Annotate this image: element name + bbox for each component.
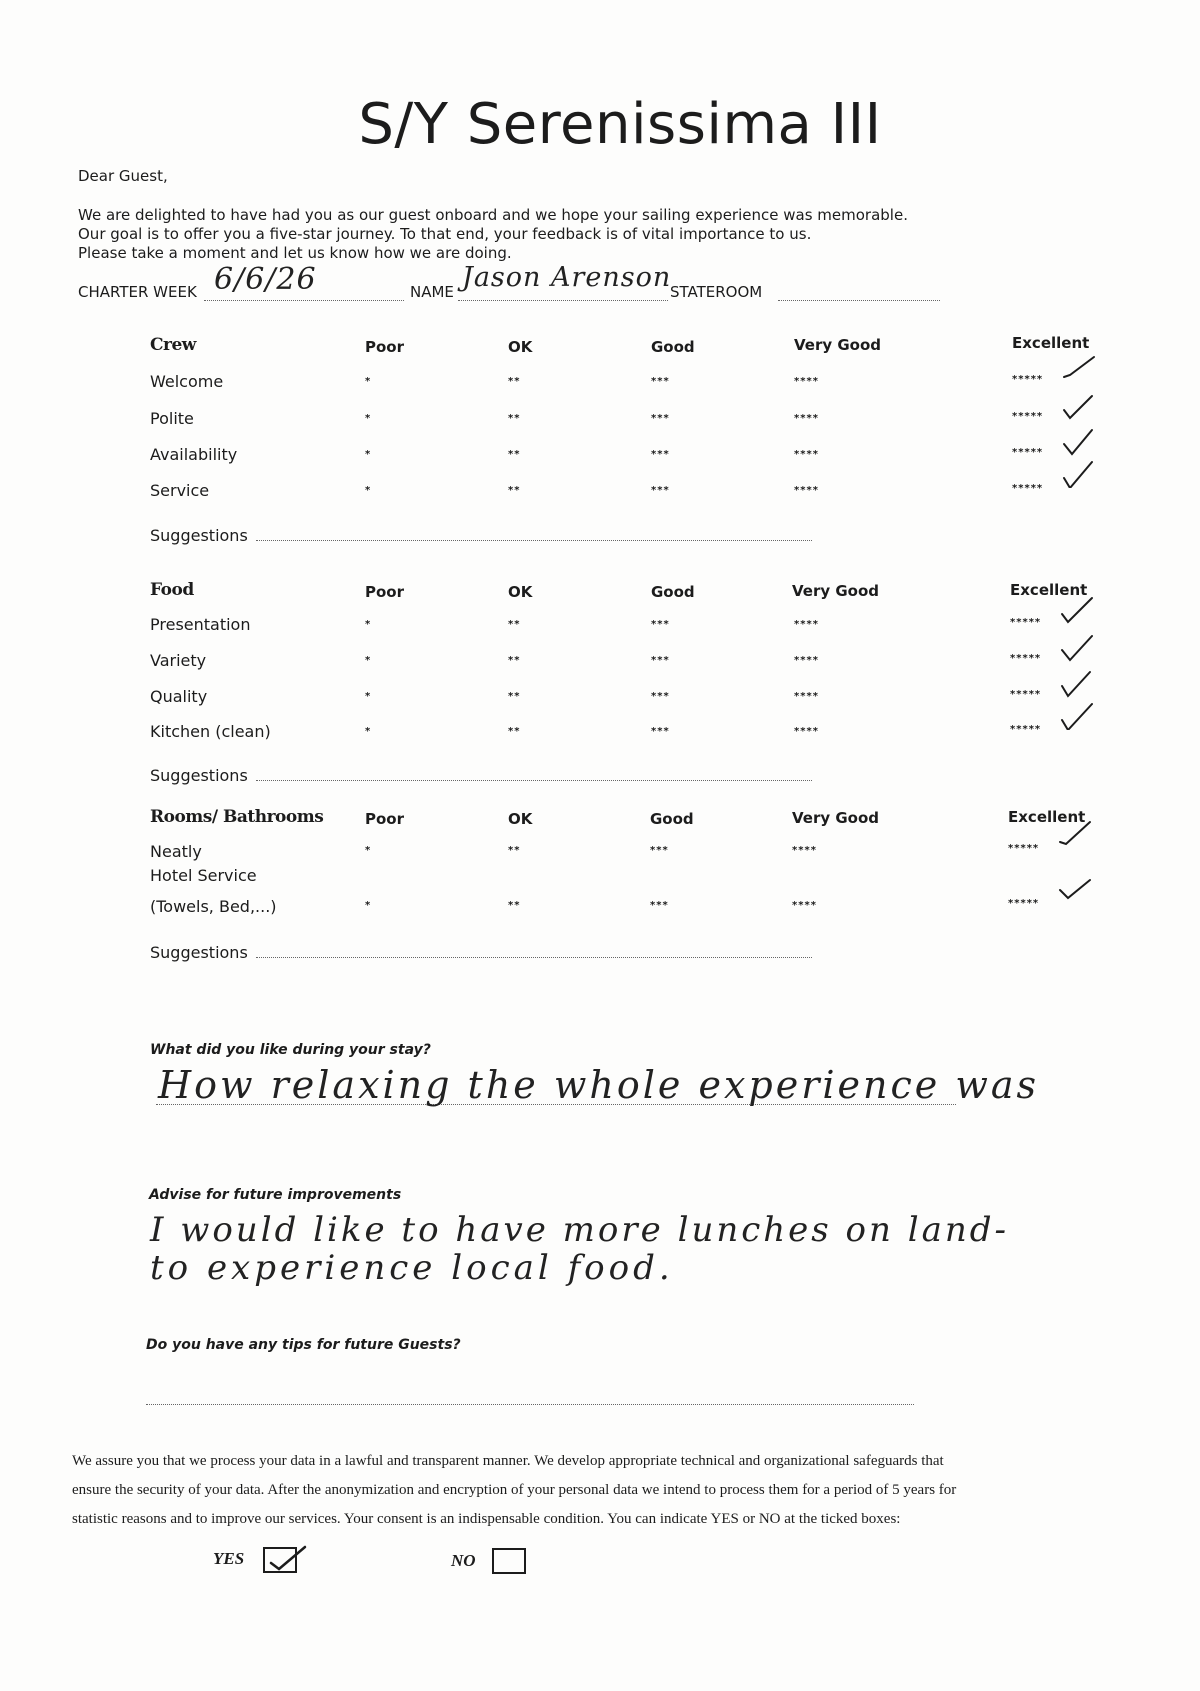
- star-option-ok[interactable]: **: [508, 655, 521, 666]
- intro-line-2: Our goal is to offer you a five-star journey. To that end, your feedback is of vital importance to us.: [78, 225, 812, 243]
- stateroom-line: [778, 300, 940, 301]
- row-label-kitchen: Kitchen (clean): [150, 722, 271, 741]
- check-mark-icon: [1058, 820, 1092, 848]
- star-option-ok[interactable]: **: [508, 845, 521, 856]
- col-head-very-good: Very Good: [792, 582, 880, 600]
- greeting: Dear Guest,: [78, 167, 168, 185]
- star-option-poor[interactable]: *: [365, 485, 372, 496]
- star-option-ok[interactable]: **: [508, 726, 521, 737]
- suggestions-label: Suggestions: [150, 526, 248, 545]
- star-option-good[interactable]: ***: [651, 485, 670, 496]
- check-mark-icon: [1062, 428, 1096, 456]
- star-option-excellent[interactable]: *****: [1010, 617, 1042, 628]
- suggestions-line-crew: [256, 540, 812, 541]
- suggestions-label: Suggestions: [150, 943, 248, 962]
- col-head-excellent: Excellent: [1010, 581, 1088, 599]
- question-liked: What did you like during your stay?: [150, 1042, 431, 1058]
- star-option-very-good[interactable]: ****: [794, 485, 819, 496]
- star-option-ok[interactable]: **: [508, 691, 521, 702]
- star-option-excellent[interactable]: *****: [1010, 653, 1042, 664]
- section-title-rooms: Rooms/ Bathrooms: [150, 807, 324, 827]
- row-label-welcome: Welcome: [150, 372, 224, 391]
- row-label-polite: Polite: [150, 409, 194, 428]
- col-head-very-good: Very Good: [794, 336, 882, 354]
- star-option-excellent[interactable]: *****: [1012, 411, 1044, 422]
- intro-line-1: We are delighted to have had you as our guest onboard and we hope your sailing experience was memorable.: [78, 206, 908, 224]
- charter-week-label: CHARTER WEEK: [78, 283, 197, 301]
- star-option-very-good[interactable]: ****: [794, 619, 819, 630]
- suggestions-line-food: [256, 780, 812, 781]
- star-option-very-good[interactable]: ****: [792, 845, 817, 856]
- consent-line-1: We assure you that we process your data in a lawful and transparent manner. We develop appropriate technical and organizational safeguards that: [72, 1453, 944, 1469]
- row-label-service: Service: [150, 481, 210, 500]
- row-label-presentation: Presentation: [150, 615, 251, 634]
- star-option-very-good[interactable]: ****: [792, 900, 817, 911]
- col-head-ok: OK: [508, 810, 533, 828]
- check-mark-icon: [1058, 876, 1092, 904]
- star-option-ok[interactable]: **: [508, 376, 521, 387]
- answer-line-tips: [146, 1404, 914, 1405]
- no-label: NO: [451, 1551, 476, 1570]
- question-tips: Do you have any tips for future Guests?: [146, 1337, 461, 1353]
- star-option-poor[interactable]: *: [365, 655, 372, 666]
- col-head-poor: Poor: [365, 810, 405, 828]
- star-option-very-good[interactable]: ****: [794, 726, 819, 737]
- charter-week-line: [204, 300, 404, 301]
- col-head-ok: OK: [508, 583, 533, 601]
- col-head-poor: Poor: [365, 338, 405, 356]
- col-head-good: Good: [651, 338, 695, 356]
- consent-line-2: ensure the security of your data. After the anonymization and encryption of your personal data we intend to process them for a period of 5 years for: [72, 1482, 957, 1498]
- answer-improvements-line-1[interactable]: I would like to have more lunches on land-: [150, 1210, 1010, 1250]
- star-option-ok[interactable]: **: [508, 449, 521, 460]
- star-option-good[interactable]: ***: [650, 845, 669, 856]
- star-option-ok[interactable]: **: [508, 619, 521, 630]
- yes-label: YES: [213, 1549, 245, 1568]
- star-option-good[interactable]: ***: [651, 691, 670, 702]
- star-option-good[interactable]: ***: [651, 413, 670, 424]
- star-option-ok[interactable]: **: [508, 485, 521, 496]
- star-option-very-good[interactable]: ****: [794, 449, 819, 460]
- row-label-hotel-service: Hotel Service: [150, 866, 257, 885]
- star-option-excellent[interactable]: *****: [1010, 724, 1042, 735]
- section-title-food: Food: [150, 580, 194, 600]
- col-head-excellent: Excellent: [1008, 808, 1086, 826]
- suggestions-label: Suggestions: [150, 766, 248, 785]
- question-improvements: Advise for future improvements: [149, 1187, 402, 1203]
- star-option-good[interactable]: ***: [651, 449, 670, 460]
- star-option-excellent[interactable]: *****: [1008, 898, 1040, 909]
- charter-week-value[interactable]: 6/6/26: [214, 262, 317, 297]
- section-title-crew: Crew: [150, 335, 196, 355]
- suggestions-line-rooms: [256, 957, 812, 958]
- star-option-good[interactable]: ***: [651, 726, 670, 737]
- star-option-ok[interactable]: **: [508, 900, 521, 911]
- check-mark-icon: [1060, 596, 1094, 624]
- form-title: S/Y Serenissima III: [358, 92, 882, 157]
- star-option-very-good[interactable]: ****: [794, 691, 819, 702]
- no-checkbox[interactable]: [492, 1548, 526, 1574]
- name-label: NAME: [410, 283, 454, 301]
- star-option-poor[interactable]: *: [365, 900, 372, 911]
- star-option-excellent[interactable]: *****: [1010, 689, 1042, 700]
- star-option-poor[interactable]: *: [365, 845, 372, 856]
- check-mark-icon: [263, 1541, 307, 1575]
- row-label-hotel-service-detail: (Towels, Bed,...): [150, 897, 277, 916]
- row-label-availability: Availability: [150, 445, 238, 464]
- check-mark-icon: [1062, 355, 1096, 383]
- col-head-excellent: Excellent: [1012, 334, 1090, 352]
- col-head-ok: OK: [508, 338, 533, 356]
- star-option-poor[interactable]: *: [365, 619, 372, 630]
- star-option-excellent[interactable]: *****: [1012, 483, 1044, 494]
- check-mark-icon: [1062, 460, 1096, 488]
- star-option-very-good[interactable]: ****: [794, 655, 819, 666]
- intro-line-3: Please take a moment and let us know how we are doing.: [78, 244, 512, 262]
- row-label-quality: Quality: [150, 687, 208, 706]
- check-mark-icon: [1062, 394, 1096, 422]
- row-label-neatly: Neatly: [150, 842, 202, 861]
- answer-liked[interactable]: How relaxing the whole experience was: [158, 1063, 1040, 1107]
- star-option-poor[interactable]: *: [365, 413, 372, 424]
- consent-line-3: statistic reasons and to improve our services. Your consent is an indispensable condition. You can indicate YES or NO at the ticked boxes:: [72, 1511, 901, 1527]
- row-label-variety: Variety: [150, 651, 207, 670]
- yes-checkbox[interactable]: [263, 1547, 297, 1573]
- check-mark-icon: [1060, 702, 1094, 730]
- star-option-good[interactable]: ***: [651, 655, 670, 666]
- star-option-good[interactable]: ***: [651, 619, 670, 630]
- star-option-excellent[interactable]: *****: [1008, 843, 1040, 854]
- star-option-poor[interactable]: *: [365, 691, 372, 702]
- star-option-good[interactable]: ***: [651, 376, 670, 387]
- stateroom-label: STATEROOM: [670, 283, 763, 301]
- check-mark-icon: [1060, 670, 1094, 698]
- star-option-very-good[interactable]: ****: [794, 413, 819, 424]
- col-head-good: Good: [651, 583, 695, 601]
- star-option-poor[interactable]: *: [365, 726, 372, 737]
- star-option-very-good[interactable]: ****: [794, 376, 819, 387]
- check-mark-icon: [1060, 634, 1094, 662]
- star-option-poor[interactable]: *: [365, 449, 372, 460]
- col-head-very-good: Very Good: [792, 809, 880, 827]
- col-head-good: Good: [650, 810, 694, 828]
- name-line: [458, 300, 668, 301]
- data-consent-text: [72, 1447, 1162, 1534]
- star-option-excellent[interactable]: *****: [1012, 447, 1044, 458]
- col-head-poor: Poor: [365, 583, 405, 601]
- answer-improvements-line-2[interactable]: to experience local food.: [150, 1248, 674, 1288]
- star-option-poor[interactable]: *: [365, 376, 372, 387]
- star-option-good[interactable]: ***: [650, 900, 669, 911]
- star-option-ok[interactable]: **: [508, 413, 521, 424]
- star-option-excellent[interactable]: *****: [1012, 374, 1044, 385]
- name-value[interactable]: Jason Arenson: [462, 262, 672, 293]
